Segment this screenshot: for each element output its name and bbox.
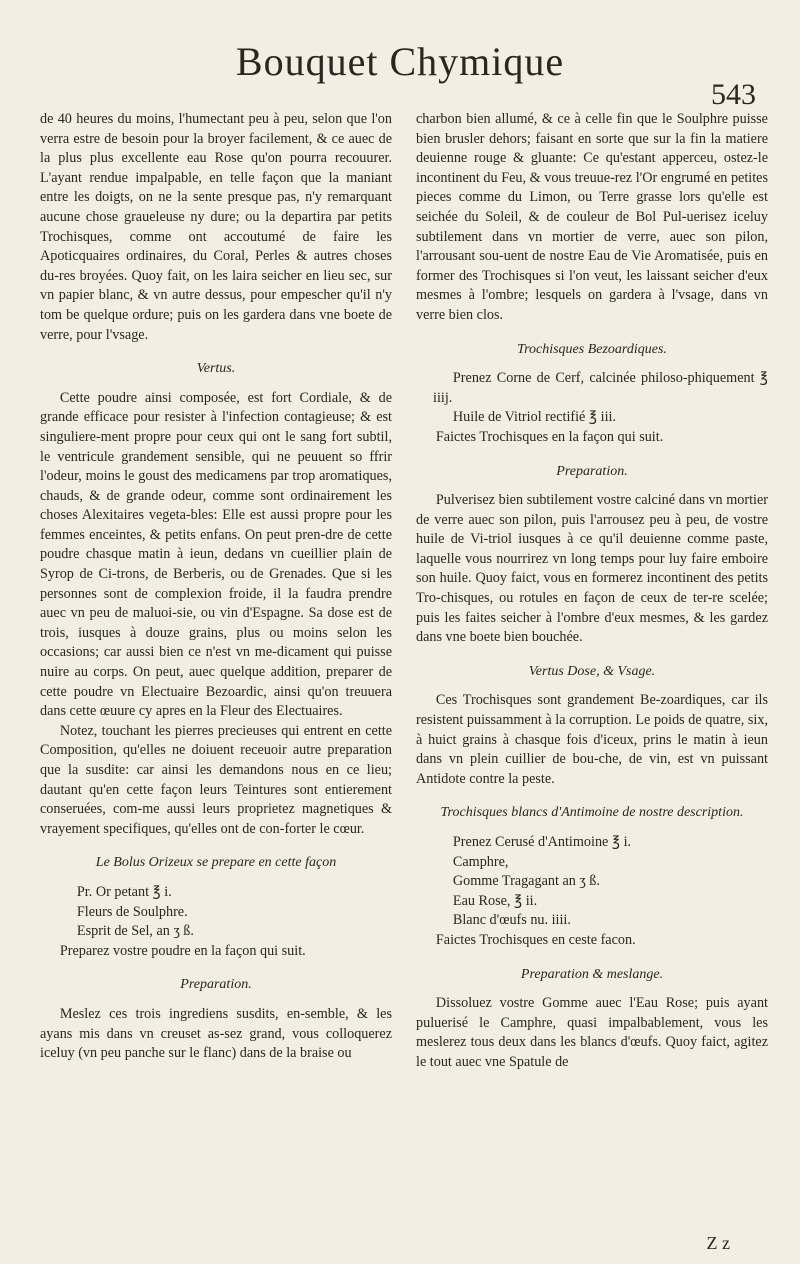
right-column [416,110,768,1073]
signature-mark: Z z [706,1233,730,1253]
recipe-line: Gomme Tragagant an ʒ ß. [452,873,600,890]
paragraph: Preparez vostre poudre en la façon qui suit. [59,942,306,959]
paragraph: Dissoluez vostre Gomme auec l'Eau Rose; puis ayant puluerisé le Camphre, quasi impalbablement, vous les meslerez tous deux dans les blancs d'œufs. Quoy faict, agitez le tout auec vne Spatule de [416,995,768,1070]
page-number: 543 [711,78,756,111]
recipe-line: Pr. Or petant ℥ i. [76,883,172,900]
paragraph: Faictes Trochisques en la façon qui suit. [435,428,664,445]
recipe-line: Blanc d'œufs nu. iiii. [452,912,571,929]
paragraph: Ces Trochisques sont grandement Be-zoardiques, car ils resistent puissamment à la corruption. Le poids de quatre, six, à huict grains à chasque fois d'iceux, prins le matin à ieun dans vn plein cuillier de bou-che, de vin, est vn puissant Antidote contre la peste. [416,692,768,787]
section-heading: Preparation. [180,977,252,993]
section-heading: Le Bolus Orizeux se prepare en cette façon [95,855,337,871]
section-heading: Vertus. [196,361,236,377]
paragraph: charbon bien allumé, & ce à celle fin que le Soulphre puisse bien brusler dehors; faisant en sorte que sur la fin la matiere deuienne rouge & gluante: Ce qu'estant apperceu, ostez-le incontinent du Feu, & vous treuue-rez l'Or engrumé en petites pieces comme du Limon, ou Terre grasse lors qu'elle est seichée du Soleil, & de couleur de Bol Pul-uerisez iceluy subtilement dans vn mortier de verre, auec son pilon, l'arrousant sou-uent de nostre Eau de Vie Aromatisée, puis en former des Trochisques si l'on veut, les laissant seicher d'eux mesmes à l'ombre; lesquels on gardera à l'vsage, dans vn verre bien clos. [416,111,768,323]
paragraph: Cette poudre ainsi composée, est fort Cordiale, & de grande efficace pour resister à l'infection contagieuse; & est singuliere-ment propre pour ceux qui ont le sang fort subtil, le ventricule grandement sensible, qui ne peuuent so ffrir l'odeur, moins le goust des medicamens par trop aromatiques, chauds, & de grande odeur, comme sont ordinairement les choses Alexitaires vegeta-bles: Elle est aussi propre pour les femmes enceintes, & petits enfans. On peut pren-dre de cette poudre chasque matin à ieun, dedans vn cueillier plain de Syrop de Ci-trons, de Berberis, ou de Grenades. Que si les personnes sont de complexion froide, il la faudra prendre auec vn peu de maluoi-sie, ou vin d'Espagne. Sa dose est de trois, iusques à douze grains, plus ou moins selon les occasions; car aussi bien ce n'est vn me-dicament qui puisse nuire au corps. On peut, auec quelque addition, preparer de cette poudre vn Electuaire Bezoardic, ainsi qu'on treuuera dans cette œuure cy apres en la Fleur des Electuaires. [40,389,392,720]
running-title: Bouquet Chymique [235,39,565,84]
recipe-line: Prenez Corne de Cerf, calcinée philoso-phiquement ℥ iiij. [433,370,768,406]
paragraph: Faictes Trochisques en ceste facon. [435,931,636,948]
section-heading: Trochisques blancs d'Antimoine de nostre description. [440,805,744,821]
recipe-line: Esprit de Sel, an ʒ ß. [76,923,194,940]
left-column [40,110,392,1064]
paragraph: de 40 heures du moins, l'humectant peu à peu, selon que l'on verra estre de besoin pour la broyer facilement, & ce auec de la plus plus excellente eau Rose qu'on pourra recouurer. L'ayant rendue impalpable, en telle façon que la maniant entre les doigts, on ne la sente presque pas, n'y remarquant aucune chose graueleuse ny dure; ou la departira par petits Trochisques, comme ont accoutumé de faire les Apoticquaires ordinaires, du Coral, Perles & autres choses du-res broyées. Quoy fait, on les laira seicher en lieu sec, sur vn papier blanc, & vn autre dessus, pour empescher qu'il n'y tom be quelque ordure; puis on les gardera dans vne boete de verre, pour l'vsage. [40,111,392,343]
section-heading: Preparation. [556,463,628,479]
recipe-line: Eau Rose, ℥ ii. [452,892,538,909]
section-heading: Trochisques Bezoardiques. [517,341,667,357]
paragraph: Pulverisez bien subtilement vostre calciné dans vn mortier de verre auec son pilon, puis l'arrousez peu à peu, de vostre huile de Vi-triol iusques à ce qu'il deuienne comme paste, laquelle vous nourrirez vn long temps pour luy faire emboire son huile. Quoy faict, vous en formerez incontinent des petits Tro-chisques, ou rotules en façon de ceux de ter-re scelée; puis les faites seicher à l'ombre d'eux mesmes, & les gardez dans vne boete bien bouchée. [416,492,768,646]
recipe-line: Huile de Vitriol rectifié ℥ iii. [452,409,617,426]
section-heading: Vertus Dose, & Vsage. [528,663,656,679]
recipe-line: Camphre, [452,853,509,870]
paragraph: Meslez ces trois ingrediens susdits, en-semble, & les ayans mis dans vn creuset as-sez grand, vous colloquerez iceluy (vn peu panche sur le flanc) dans de la braise ou [40,1005,392,1062]
recipe-line: Fleurs de Soulphre. [76,903,188,920]
recipe-line: Prenez Cerusé d'Antimoine ℥ i. [452,834,632,850]
section-heading: Preparation & meslange. [520,966,664,982]
paragraph: Notez, touchant les pierres precieuses qui entrent en cette Composition, qu'elles ne doiuent receuoir autre preparation que la susdite: car ainsi les demandons nous en ce lieu; dautant qu'en cette façon leurs Teintures sont entierement conseruées, com-me aussi leurs proprietez magnetiques & vrayement specifiques, qu'elles ont de con-forter le cœur. [40,722,392,837]
